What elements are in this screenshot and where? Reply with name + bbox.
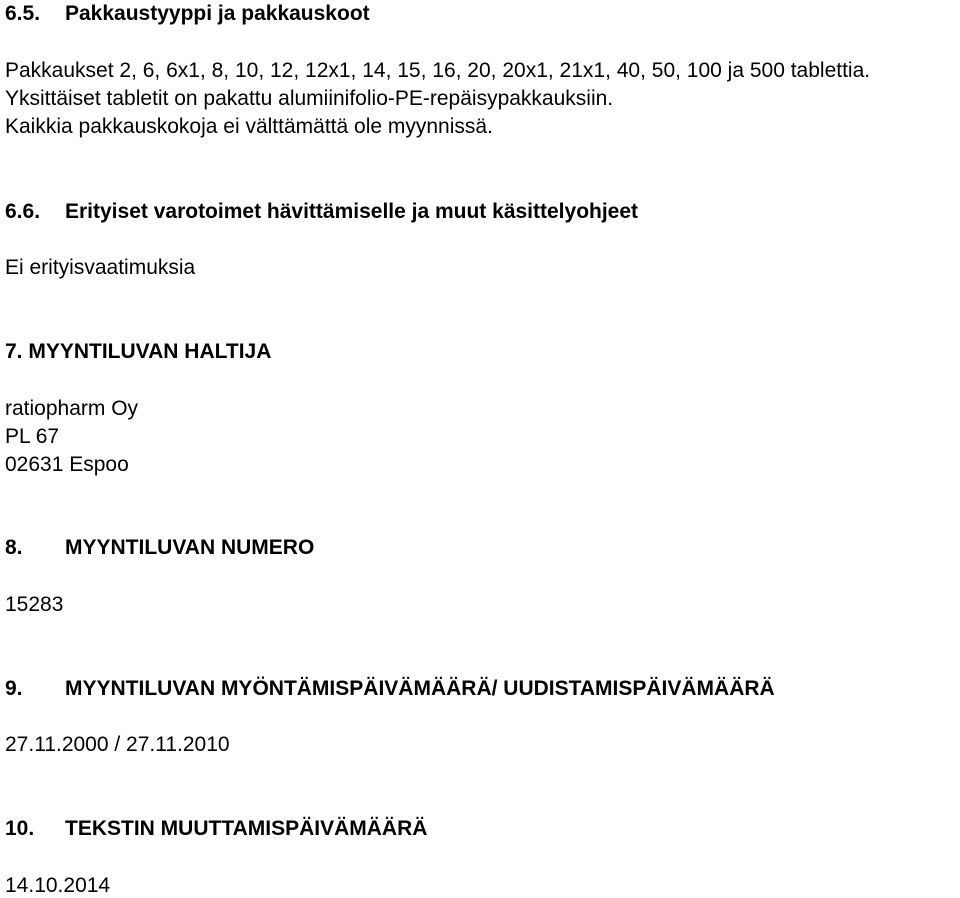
section-number: 8. <box>5 536 23 559</box>
address-line: 02631 Espoo <box>5 453 129 476</box>
paragraph-line: Kaikkia pakkauskokoja ei välttämättä ole myynnissä. <box>5 115 493 138</box>
section-number: 6.6. <box>5 200 41 223</box>
section-7-heading: 7. MYYNTILUVAN HALTIJA <box>5 340 272 363</box>
paragraph-line: Pakkaukset 2, 6, 6x1, 8, 10, 12, 12x1, 14, 15, 16, 20, 20x1, 21x1, 40, 50, 100 ja 500 tablettia. <box>5 59 871 82</box>
paragraph-line: Ei erityisvaatimuksia <box>5 256 196 279</box>
address-line: ratiopharm Oy <box>5 397 139 420</box>
section-title: MYYNTILUVAN MYÖNTÄMISPÄIVÄMÄÄRÄ/ UUDISTAMISPÄIVÄMÄÄRÄ <box>65 677 775 700</box>
section-6-6-heading <box>5 200 638 224</box>
section-number: 6.5. <box>5 2 41 25</box>
section-10-heading <box>5 817 427 841</box>
section-title: TEKSTIN MUUTTAMISPÄIVÄMÄÄRÄ <box>65 817 428 840</box>
section-9-heading <box>5 677 775 701</box>
section-title: Erityiset varotoimet hävittämiselle ja muut käsittelyohjeet <box>65 200 639 223</box>
paragraph-line: Yksittäiset tabletit on pakattu alumiinifolio-PE-repäisypakkauksiin. <box>5 87 614 110</box>
section-number: 9. <box>5 677 23 700</box>
paragraph-line: 14.10.2014 <box>5 874 111 897</box>
section-title: Pakkaustyyppi ja pakkauskoot <box>65 2 370 25</box>
section-number: 10. <box>5 817 35 840</box>
paragraph-line: 27.11.2000 / 27.11.2010 <box>5 733 230 756</box>
paragraph-line: 15283 <box>5 593 64 616</box>
section-8-heading <box>5 536 314 560</box>
section-6-5-heading <box>5 2 370 26</box>
address-line: PL 67 <box>5 425 60 448</box>
section-title: MYYNTILUVAN NUMERO <box>65 536 315 559</box>
